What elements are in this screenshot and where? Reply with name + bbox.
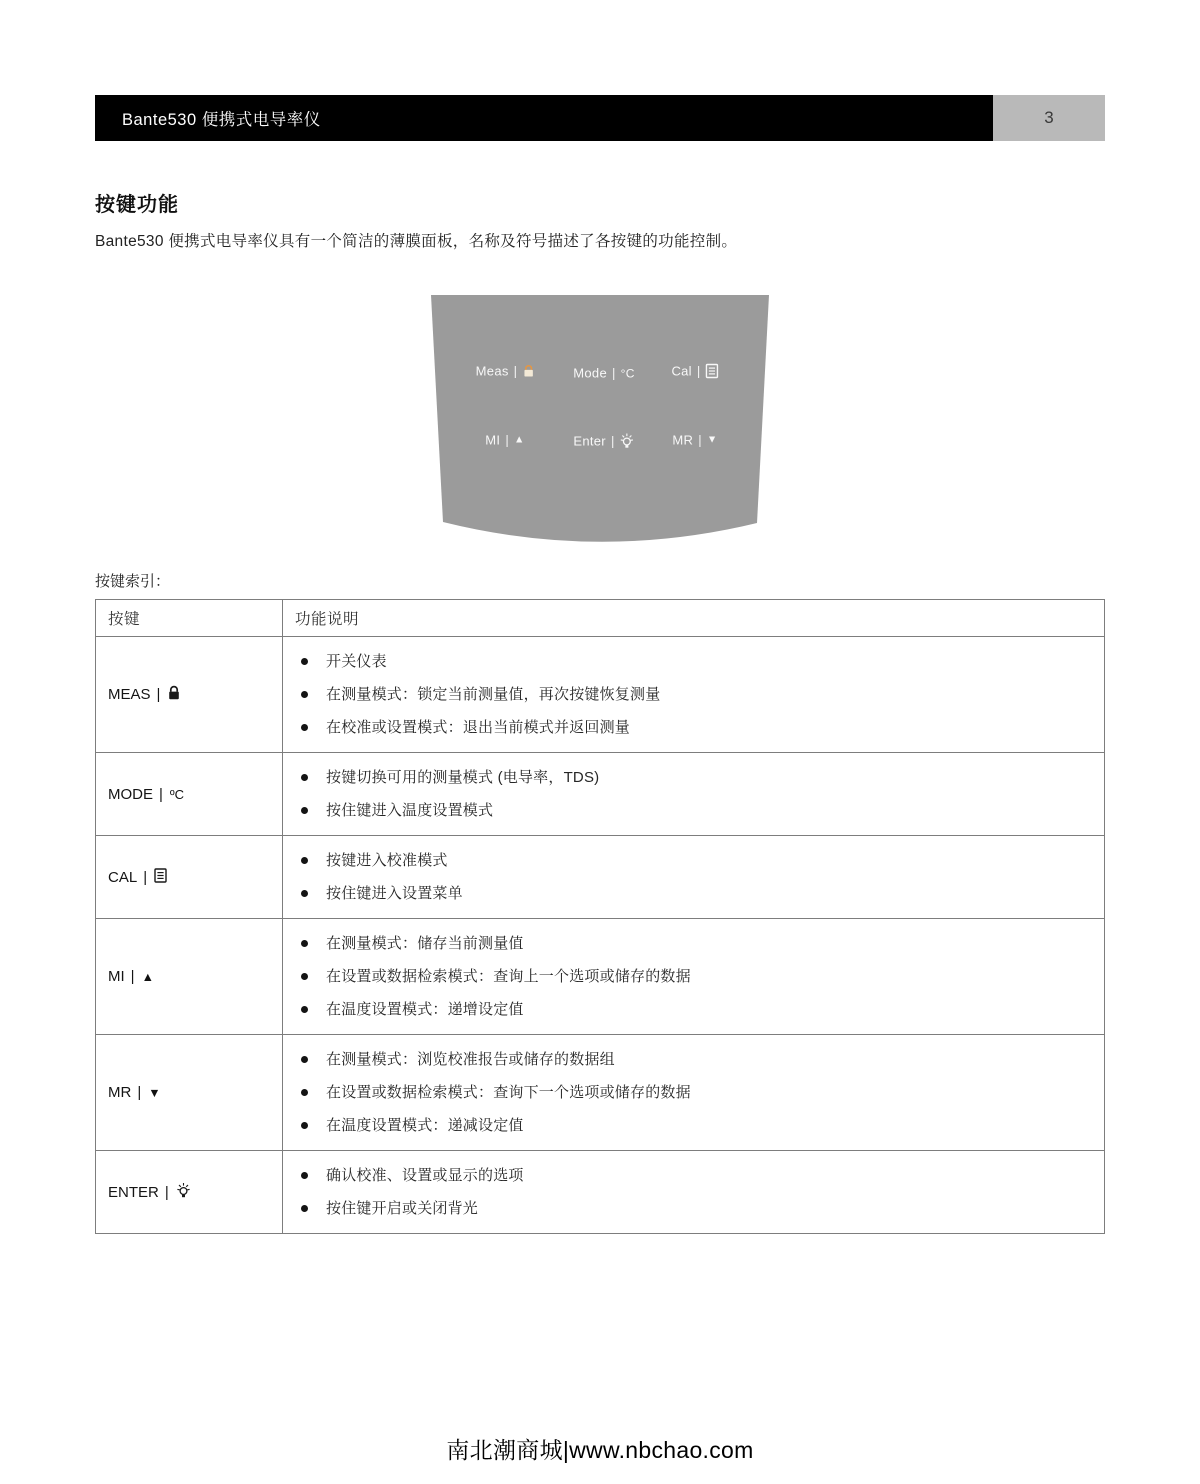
key-separator: | [505, 432, 510, 448]
bullet-item [283, 761, 1094, 794]
bullet-item [283, 1109, 1094, 1142]
bullet-dot [301, 658, 308, 665]
bullet-item [283, 1159, 1094, 1192]
table-row [96, 1035, 1105, 1151]
bullet-item [283, 960, 1094, 993]
bullet-item [283, 794, 1094, 827]
lock-icon [522, 365, 534, 378]
keypad-panel-image [429, 295, 771, 545]
key-name: CAL [108, 868, 138, 886]
bullet-dot [301, 973, 308, 980]
bullet-dot [301, 1205, 308, 1212]
bullet-list [283, 927, 1094, 1026]
table-row [96, 919, 1105, 1035]
key-cell [96, 836, 283, 919]
bullet-item [283, 844, 1094, 877]
bullet-dot [301, 940, 308, 947]
key-cell [96, 1035, 283, 1151]
keypad-key-label: MR [672, 432, 694, 448]
bullet-text: 在设置或数据检索模式：查询上一个选项或储存的数据 [326, 968, 691, 985]
bullet-text: 开关仪表 [326, 653, 387, 670]
bullet-text: 在温度设置模式：递减设定值 [326, 1117, 524, 1134]
keypad-key-label: Meas [475, 363, 509, 379]
key-name: MEAS [108, 686, 151, 703]
triangle-down-icon: ▼ [706, 433, 718, 446]
key-name: MODE [108, 785, 153, 803]
bullet-item [283, 1043, 1094, 1076]
key-separator: | [610, 433, 615, 449]
bullet-dot [301, 807, 308, 814]
intro-paragraph: Bante530 便携式电导率仪具有一个简洁的薄膜面板，名称及符号描述了各按键的功能控制。 [95, 233, 738, 250]
bullet-dot [301, 1056, 308, 1063]
key-cell [96, 753, 283, 836]
bullet-item [283, 645, 1094, 678]
description-cell [283, 753, 1105, 836]
keypad-key-label: Mode [573, 365, 607, 381]
key-cell [96, 637, 283, 753]
key-index-table [95, 599, 1105, 1234]
bullet-list [283, 844, 1094, 910]
key-cell [96, 1151, 283, 1234]
document-icon [706, 364, 719, 379]
bullet-list [283, 645, 1094, 744]
keypad-key [485, 433, 524, 448]
bullet-dot [301, 691, 308, 698]
key-separator: | [698, 432, 702, 448]
bullet-dot [301, 1172, 308, 1179]
bullet-dot [301, 724, 308, 731]
bullet-list [283, 1159, 1094, 1225]
bulb-icon [620, 433, 635, 450]
document-title: Bante530 便携式电导率仪 [122, 111, 321, 129]
key-separator: | [159, 785, 163, 803]
bullet-text: 按键切换可用的测量模式 (电导率，TDS) [326, 769, 600, 786]
bullet-text: 按住键进入温度设置模式 [326, 802, 494, 819]
bullet-text: 在测量模式：储存当前测量值 [326, 935, 524, 952]
bullet-item [283, 711, 1094, 744]
key-separator: | [513, 363, 518, 379]
table-row [96, 637, 1105, 753]
bullet-item [283, 1076, 1094, 1109]
keypad-key [671, 364, 718, 379]
bullet-text: 按住键进入设置菜单 [326, 885, 463, 902]
key-separator: | [143, 868, 148, 886]
bullet-text: 按住键开启或关闭背光 [326, 1200, 479, 1217]
table-caption: 按键索引： [95, 573, 171, 590]
table-header-description: 功能说明 [283, 600, 1105, 637]
bullet-text: 在测量模式：锁定当前测量值，再次按键恢复测量 [326, 686, 661, 703]
table-row [96, 836, 1105, 919]
header-bar [95, 95, 993, 141]
key-separator: | [156, 686, 161, 703]
keypad-key [573, 366, 635, 381]
bullet-text: 按键进入校准模式 [326, 852, 448, 869]
keypad-key [573, 433, 634, 450]
keypad-key-label: MI [485, 432, 501, 448]
triangle-up-icon: ▲ [514, 433, 525, 446]
bullet-dot [301, 774, 308, 781]
description-cell [283, 919, 1105, 1035]
table-row [96, 753, 1105, 836]
section-heading: 按键功能 [95, 194, 179, 216]
page-number-badge [993, 95, 1105, 141]
bullet-item [283, 877, 1094, 910]
description-cell [283, 1035, 1105, 1151]
bulb-icon [176, 1182, 191, 1199]
bullet-item [283, 927, 1094, 960]
key-name: MR [108, 1084, 132, 1101]
key-separator: | [696, 363, 701, 379]
keypad-panel-shape [429, 295, 771, 545]
keypad-key-label: Cal [671, 363, 692, 379]
bullet-text: 在设置或数据检索模式：查询下一个选项或储存的数据 [326, 1084, 691, 1101]
bullet-text: 在温度设置模式：递增设定值 [326, 1001, 524, 1018]
bullet-list [283, 761, 1094, 827]
triangle-down-icon: ▼ [148, 1086, 161, 1100]
table-header-row [96, 600, 1105, 637]
key-separator: | [611, 365, 616, 381]
bullet-dot [301, 857, 308, 864]
bullet-text: 确认校准、设置或显示的选项 [326, 1167, 524, 1184]
keypad-key [476, 364, 535, 379]
bullet-dot [301, 1006, 308, 1013]
bullet-item [283, 993, 1094, 1026]
key-cell [96, 919, 283, 1035]
footer-text: 南北潮商城|www.nbchao.com [446, 1437, 754, 1463]
description-cell [283, 637, 1105, 753]
bullet-item [283, 1192, 1094, 1225]
keypad-key-label: Enter [573, 433, 606, 449]
bullet-text: 在校准或设置模式：退出当前模式并返回测量 [326, 719, 631, 736]
key-separator: | [130, 968, 135, 985]
key-separator: | [164, 1183, 169, 1201]
page-number: 3 [1044, 108, 1054, 127]
bullet-item [283, 678, 1094, 711]
bullet-text: 在测量模式：浏览校准报告或储存的数据组 [326, 1051, 615, 1068]
degree-celsius-icon: °C [620, 366, 635, 380]
triangle-up-icon: ▲ [141, 970, 154, 984]
description-cell [283, 836, 1105, 919]
key-name: ENTER [108, 1183, 159, 1201]
lock-icon [167, 685, 181, 701]
description-cell [283, 1151, 1105, 1234]
table-header-key: 按键 [96, 600, 283, 637]
document-icon [154, 868, 167, 883]
bullet-dot [301, 1089, 308, 1096]
key-name: MI [108, 968, 125, 985]
keypad-key [672, 433, 717, 448]
bullet-dot [301, 890, 308, 897]
bullet-list [283, 1043, 1094, 1142]
key-separator: | [137, 1084, 142, 1101]
table-row [96, 1151, 1105, 1234]
bullet-dot [301, 1122, 308, 1129]
degree-celsius-icon: ºC [169, 786, 185, 802]
